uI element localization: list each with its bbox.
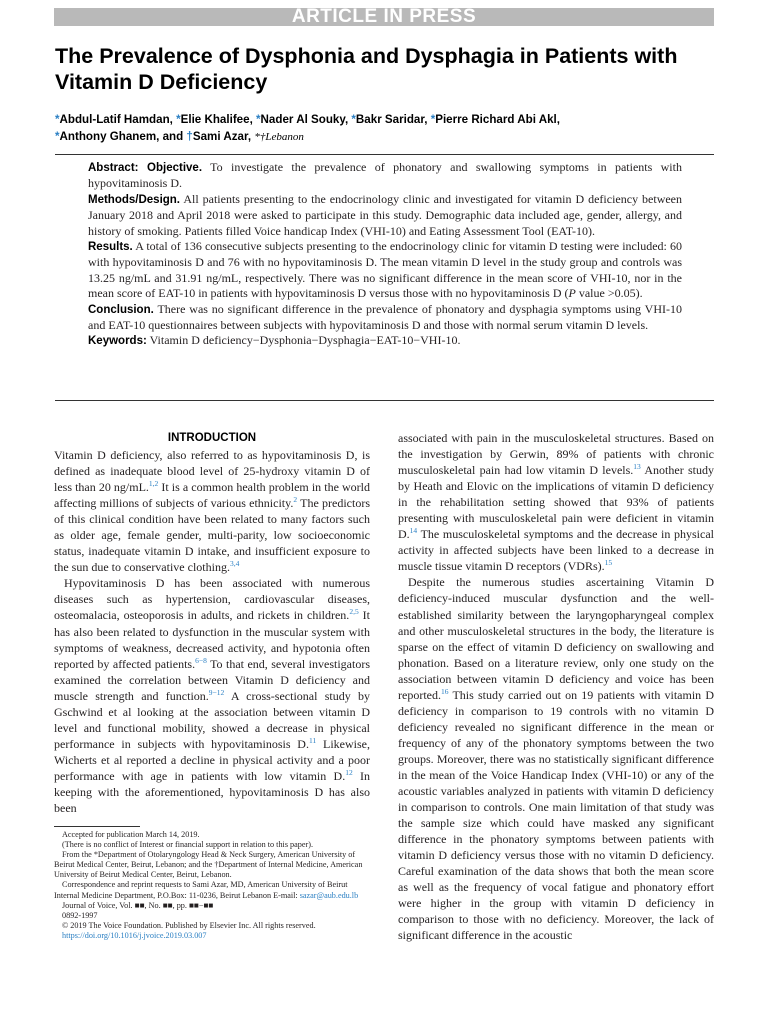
footnote-issn: 0892-1997 — [62, 910, 98, 920]
article-in-press-banner: ARTICLE IN PRESS — [54, 8, 714, 26]
author-affiliation: *†Lebanon — [254, 131, 304, 143]
abstract-top-rule — [55, 154, 714, 155]
footnote-conflict: (There is no conflict of Interest or financial support in relation to this paper). — [62, 840, 314, 850]
author-name: Nader Al Souky, — [260, 113, 349, 126]
author-name: Sami Azar, — [192, 130, 252, 143]
methods-text: All patients presenting to the endocrinology clinic and investigated for vitamin D deficiency between January 2018 and April 2018 were asked to participate in this study. Demographic data included age, gender, allergy, and history of smoking. Patients filled Voice handicap Index (VHI-10) and Eating Assessment Tool (EAT-10). — [88, 191, 683, 238]
abstract-keywords — [88, 333, 682, 349]
author-name: Bakr Saridar, — [355, 113, 428, 126]
author-marker: * — [256, 113, 261, 126]
intro-paragraph-1: Vitamin D deficiency, also referred to as hypovitaminosis D, is defined as inadequate blood level of 25-hydroxy vitamin D of less than 20 ng/mL.$^{1,2}$ It is a common health problem in the world affecting millions of subjects of various ethnicity.$^2$ The predictors of this clinical condition have been related to many factors such as older age, female gender, multi-parity, low socioeconomic status, inadequate vitamin D intake, and insufficient exposure to the sun due to conservative clothing.$^{3,4}$ — [54, 448, 370, 575]
doi-link[interactable]: https://doi.org/10.1016/j.jvoice.2019.03.007 — [62, 930, 207, 940]
right-column — [398, 430, 714, 944]
citation-reference[interactable]: 6−8 — [195, 655, 207, 665]
intro-paragraph-4: Despite the numerous studies ascertaining Vitamin D deficiency-induced muscular dysfunction and the well-established similarity between the laryngopharyngeal complex and other musculoskeletal structures in the body, the literature is sparse on the effect of vitamin D deficiency on swallowing and phonation. Based on a literature review, only one study on the association between vitamin D deficiency and voice has been reported.$^{16}$ This study carried out on 19 patients with vitamin D deficiency in comparison to 19 controls with no vitamin D deficiency revealed no significant difference in the mean or frequency of any of the phonatory symptoms between the two groups. Moreover, there was no statistically significant difference in the mean of the Voice Handicap Index (VHI-10) or any of the acoustic variables analyzed in patients with vitamin D deficiency in comparison to controls. One main limitation of that study was the sample size which could have masked any significant difference in the phonatory symptoms between patients with vitamin D deficiency versus those with no vitamin D deficiency. Careful examination of the data shows that both the mean score as well as the frequency of vocal fatigue and phonatory effort were higher in the group with vitamin D deficiency in comparison to those with no deficiency. Moreover, the lack of significant difference in the acoustic — [398, 575, 714, 943]
footnote-correspondence — [54, 880, 370, 900]
citation-reference[interactable]: 16 — [440, 686, 449, 696]
correspondence-text: Correspondence and reprint requests to Sami Azar, MD, American University of Beirut Internal Medicine Department, P.O.Box: 11-0236, Beirut Lebanon E-mail: — [54, 880, 348, 900]
author-marker: * — [430, 113, 436, 126]
article-title: The Prevalence of Dysphonia and Dysphagia in Patients with Vitamin D Deficiency — [55, 44, 678, 94]
conclusion-text: There was no significant difference in the prevalence of phonatory and dysphagia symptoms using VHI-10 and EAT-10 questionnaires between subjects with hypovitaminosis D and those with normal serum vitamin D levels. — [88, 301, 682, 333]
email-link[interactable]: sazar@aub.edu.lb — [299, 890, 359, 900]
results-p-symbol: P — [568, 286, 576, 301]
author-marker: * — [351, 113, 356, 126]
citation-reference[interactable]: 2 — [293, 495, 298, 505]
citation-reference[interactable]: 2,5 — [349, 607, 359, 617]
intro-paragraph-2: Hypovitaminosis D has been associated with numerous diseases such as hypertension, cardiovascular diseases, osteomalacia, osteoporosis in adults, and rickets in children.$^{2,5}$ It has also been related to dysfunction in the muscular system with symptoms of weakness, decreased activity, and hypotonia often reported by affected patients.$^{6-8}$ To that end, several investigators examined the correlation between Vitamin D deficiency and muscle strength and function.$^{9-12}$ A cross-sectional study by Gschwind et al looking at the association between vitamin D level and functional mobility, showed a decrease in physical performance in subjects with hypovitaminosis D.$^{11}$ Likewise, Wicherts et al reported a decline in physical activity and a poor performance with age in patients with low vitamin D.$^{12}$ In keeping with the aforementioned, hypovitaminosis D has also been — [54, 576, 371, 816]
author-marker: * — [176, 113, 181, 126]
citation-reference[interactable]: 13 — [633, 462, 641, 472]
footnote-doi — [54, 931, 370, 941]
footnote-affiliation: From the *Department of Otolaryngology Head & Neck Surgery, American University of Beirut Medical Center, Beirut, Lebanon; and the †Department of Internal Medicine, American University of Beirut Medical Center, Beirut, Lebanon. — [54, 850, 363, 880]
citation-reference[interactable]: 3,4 — [229, 559, 240, 569]
objective-text: To investigate the prevalence of phonatory and swallowing symptoms in patients with hypovitaminosis D. — [88, 160, 682, 191]
citation-reference[interactable]: 9−12 — [208, 687, 225, 697]
keywords-label: Keywords: — [88, 335, 147, 348]
author-name: Pierre Richard Abi Akl, — [435, 113, 560, 126]
objective-label: Abstract: Objective. — [88, 162, 203, 174]
footnote-journal: Journal of Voice, Vol. ■■, No. ■■, pp. ■■−■■ — [62, 900, 214, 910]
abstract-results — [88, 239, 682, 302]
citation-reference[interactable]: 12 — [345, 767, 353, 777]
abstract-bottom-rule — [55, 400, 714, 401]
citation-reference[interactable]: 11 — [308, 735, 317, 745]
citation-reference[interactable]: 14 — [409, 526, 418, 536]
author-name: Elie Khalifee, — [180, 113, 253, 126]
author-marker: * — [55, 130, 60, 143]
abstract-methods — [88, 192, 682, 239]
abstract-objective — [88, 160, 682, 192]
footnote-accepted: Accepted for publication March 14, 2019. — [62, 830, 200, 839]
footnotes — [54, 830, 370, 941]
citation-reference[interactable]: 15 — [604, 558, 613, 568]
left-column — [54, 430, 370, 816]
author-marker: * — [55, 113, 60, 126]
results-text: A total of 136 consecutive subjects presenting to the endocrinology clinic for vitamin D testing were included: 60 with hypovitaminosis D and 76 with no hypovitaminosis D. The mean vitamin D level in the study group and controls was 13.25 ng/mL and 31.91 ng/mL, respectively. There was no significant difference in the mean score of VHI-10, nor in the mean score of EAT-10 in patients with hypovitaminosis D versus those with no hypovitaminosis D ( — [88, 239, 682, 301]
introduction-heading: INTRODUCTION — [167, 432, 257, 444]
abstract — [88, 160, 682, 350]
conclusion-label: Conclusion. — [88, 303, 154, 316]
author-name: Abdul-Latif Hamdan, — [59, 113, 173, 126]
abstract-conclusion — [88, 302, 682, 334]
keywords-text: Vitamin D deficiency−Dysphonia−Dysphagia−EAT-10−VHI-10. — [149, 333, 461, 348]
author-name: Anthony Ghanem, and — [59, 130, 184, 143]
author-dagger-marker: † — [186, 130, 193, 143]
citation-reference[interactable]: 1,2 — [148, 479, 159, 489]
results-tail: value >0.05). — [575, 286, 643, 301]
results-label: Results. — [88, 241, 133, 254]
footnote-rule — [54, 826, 140, 827]
author-list — [55, 111, 715, 146]
methods-label: Methods/Design. — [88, 193, 181, 206]
footnote-copyright: © 2019 The Voice Foundation. Published by Elsevier Inc. All rights reserved. — [62, 920, 316, 930]
intro-paragraph-3: associated with pain in the musculoskeletal structures. Based on the investigation by Gerwin, 89% of patients with chronic musculoskeletal pain had low vitamin D levels.$^{13}$ Another study by Heath and Elovic on the implications of vitamin D deficiency in the rehabilitation setting showed that 93% of patients presenting with musculoskeletal pain were deficient in vitamin D.$^{14}$ The musculoskeletal symptoms and the decrease in physical activity in affected subjects have been linked to a decrease in muscle tissue vitamin D receptors (VDRs).$^{15}$ — [398, 431, 714, 574]
